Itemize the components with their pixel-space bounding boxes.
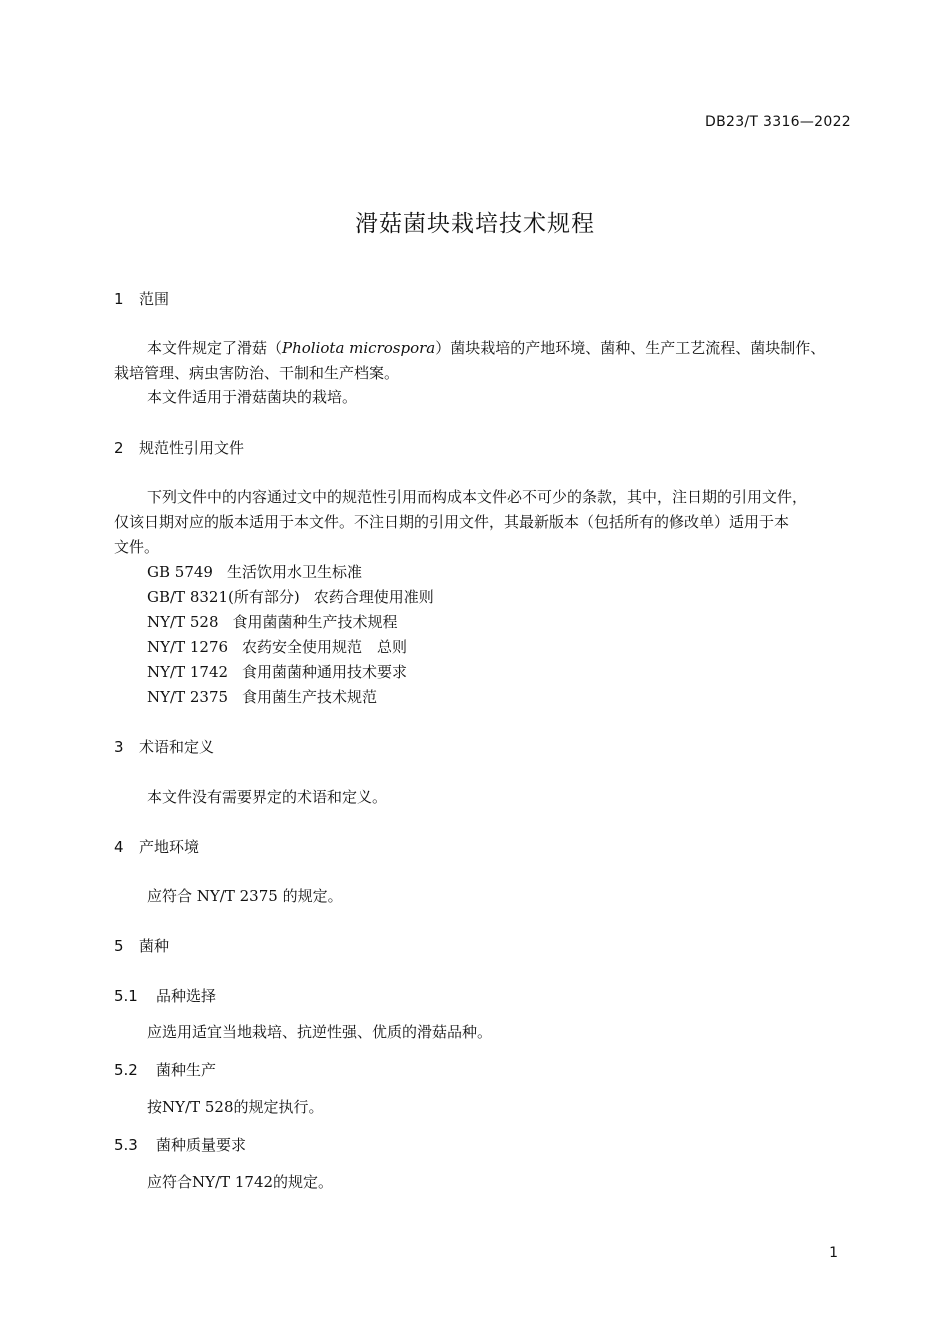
section-2-paragraph-line-3: 文件。 bbox=[114, 538, 160, 556]
section-number: 3 bbox=[114, 738, 124, 756]
section-2-paragraph-line-2: 仅该日期对应的版本适用于本文件。不注日期的引用文件，其最新版本（包括所有的修改单）适用于本 bbox=[114, 513, 790, 531]
reference-name: 食用菌菌种通用技术要求 bbox=[242, 663, 408, 681]
section-title: 范围 bbox=[139, 290, 170, 308]
reference-name: 农药安全使用规范 总则 bbox=[242, 638, 408, 656]
reference-item bbox=[147, 661, 407, 682]
page-number: 1 bbox=[829, 1245, 838, 1261]
document-number: DB23/T 3316—2022 bbox=[705, 114, 851, 130]
subsection-5-2-text: 按NY/T 528的规定执行。 bbox=[147, 1098, 324, 1116]
section-title: 规范性引用文件 bbox=[139, 439, 245, 457]
section-4-heading bbox=[114, 836, 199, 857]
reference-name: 农药合理使用准则 bbox=[313, 588, 434, 606]
reference-item bbox=[147, 686, 377, 707]
section-number: 5 bbox=[114, 937, 124, 955]
reference-name: 生活饮用水卫生标准 bbox=[226, 563, 362, 581]
section-2-heading bbox=[114, 437, 244, 458]
latin-name: Pholiota microspora bbox=[282, 339, 436, 357]
reference-code: NY/T 1276 bbox=[147, 638, 229, 656]
subsection-title: 菌种生产 bbox=[156, 1061, 217, 1079]
section-title: 产地环境 bbox=[139, 838, 200, 856]
subsection-5-3-text: 应符合NY/T 1742的规定。 bbox=[147, 1173, 334, 1191]
reference-item bbox=[147, 636, 407, 657]
section-number: 1 bbox=[114, 290, 124, 308]
text-run: 本文件规定了滑菇（ bbox=[147, 339, 283, 357]
section-number: 2 bbox=[114, 439, 124, 457]
page-title: 滑菇菌块栽培技术规程 bbox=[355, 211, 595, 237]
subsection-5-2-heading bbox=[114, 1059, 216, 1080]
subsection-5-3-heading bbox=[114, 1134, 246, 1155]
reference-code: GB/T 8321(所有部分) bbox=[147, 588, 300, 606]
section-3-paragraph: 本文件没有需要界定的术语和定义。 bbox=[147, 788, 388, 806]
text-run: ）菌块栽培的产地环境、菌种、生产工艺流程、菌块制作、 bbox=[435, 339, 826, 357]
section-1-paragraph-2: 本文件适用于滑菇菌块的栽培。 bbox=[147, 388, 358, 406]
reference-item bbox=[147, 611, 398, 632]
reference-item bbox=[147, 561, 362, 582]
section-2-paragraph-line-1: 下列文件中的内容通过文中的规范性引用而构成本文件必不可少的条款，其中，注日期的引用文件， bbox=[147, 488, 808, 506]
section-3-heading bbox=[114, 736, 214, 757]
section-number: 4 bbox=[114, 838, 124, 856]
reference-code: NY/T 2375 bbox=[147, 688, 229, 706]
reference-name: 食用菌生产技术规范 bbox=[242, 688, 378, 706]
section-1-paragraph-1-line-2: 栽培管理、病虫害防治、干制和生产档案。 bbox=[114, 364, 400, 382]
reference-name: 食用菌菌种生产技术规程 bbox=[232, 613, 398, 631]
section-title: 术语和定义 bbox=[139, 738, 215, 756]
reference-item bbox=[147, 586, 434, 607]
section-5-heading bbox=[114, 935, 169, 956]
reference-code: NY/T 528 bbox=[147, 613, 219, 631]
section-1-paragraph-1-line-1 bbox=[147, 337, 825, 358]
subsection-number: 5.3 bbox=[114, 1136, 138, 1154]
subsection-title: 菌种质量要求 bbox=[156, 1136, 247, 1154]
subsection-title: 品种选择 bbox=[156, 987, 217, 1005]
reference-code: NY/T 1742 bbox=[147, 663, 229, 681]
subsection-number: 5.2 bbox=[114, 1061, 138, 1079]
section-1-heading bbox=[114, 288, 169, 309]
reference-code: GB 5749 bbox=[147, 563, 213, 581]
subsection-5-1-heading bbox=[114, 985, 216, 1006]
section-title: 菌种 bbox=[139, 937, 170, 955]
section-4-paragraph: 应符合 NY/T 2375 的规定。 bbox=[147, 887, 343, 905]
subsection-number: 5.1 bbox=[114, 987, 138, 1005]
subsection-5-1-text: 应选用适宜当地栽培、抗逆性强、优质的滑菇品种。 bbox=[147, 1023, 493, 1041]
